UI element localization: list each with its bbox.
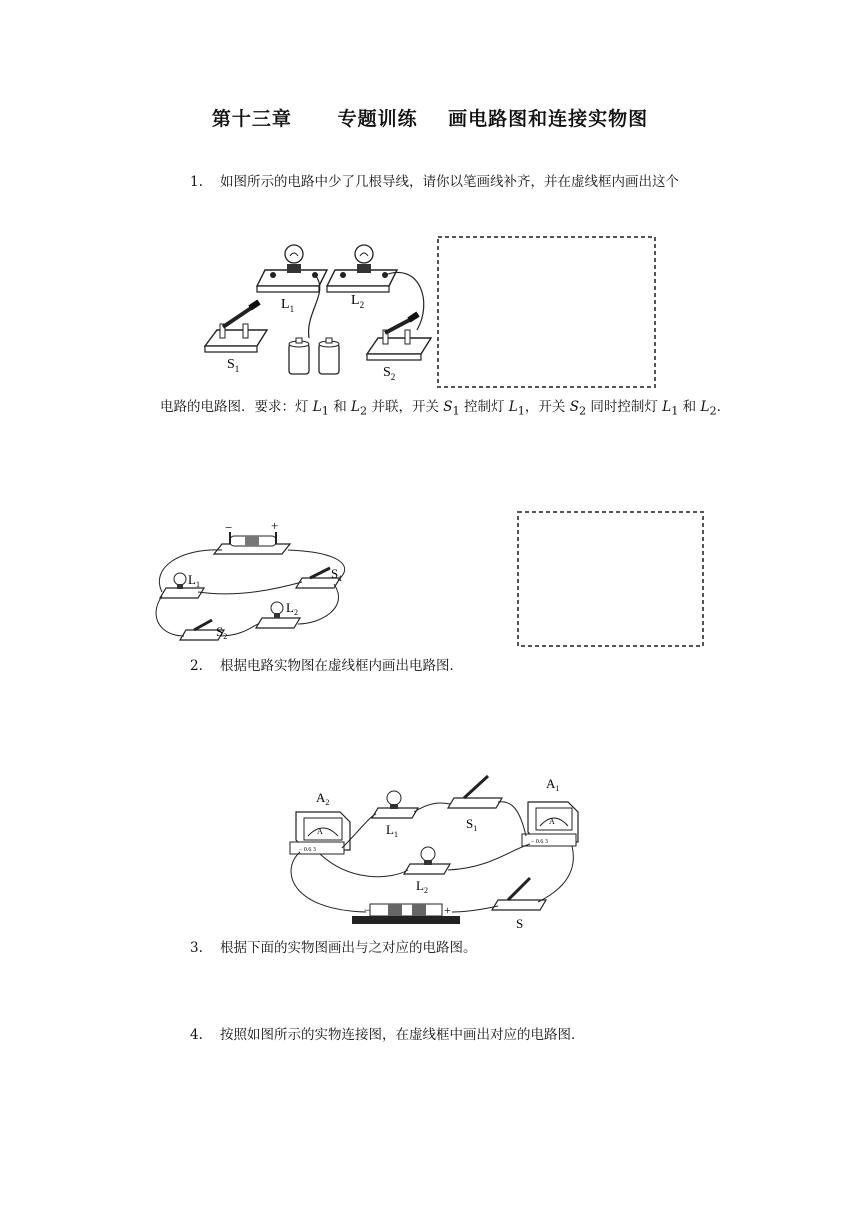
label-s2: $S_2$ bbox=[216, 624, 228, 641]
label-s: S bbox=[516, 916, 524, 931]
ammeter-a1 bbox=[522, 802, 578, 846]
battery-minus: − bbox=[225, 520, 233, 535]
question-text: 根据下面的实物图画出与之对应的电路图。 bbox=[220, 940, 477, 956]
figure-3-circuit bbox=[280, 770, 590, 932]
question-number: 2. bbox=[190, 658, 203, 674]
page-title bbox=[0, 104, 860, 131]
chapter-label: 第十三章 bbox=[211, 108, 292, 130]
topic-label: 专题训练 bbox=[337, 108, 418, 130]
switch-s bbox=[492, 878, 546, 910]
label-l1: $L_1$ bbox=[188, 572, 200, 589]
battery-plus: + bbox=[444, 903, 451, 917]
label-l2: $L_2$ bbox=[286, 600, 298, 617]
lamp-l2 bbox=[327, 245, 397, 292]
label-l1: $L_1$ bbox=[281, 297, 295, 314]
figure-1-circuit bbox=[195, 232, 665, 392]
label-s1: $S_1$ bbox=[331, 566, 343, 583]
answer-box-1 bbox=[438, 237, 655, 387]
ammeter-a2 bbox=[290, 812, 350, 854]
svg-text:− 0.6 3: − 0.6 3 bbox=[531, 839, 548, 845]
question-text: 按照如图所示的实物连接图，在虚线框中画出对应的电路图． bbox=[220, 1027, 585, 1043]
question-1 bbox=[190, 172, 679, 192]
label-l2: $L_2$ bbox=[351, 293, 365, 310]
lamp-l1 bbox=[372, 791, 418, 818]
label-a2: $A_2$ bbox=[316, 790, 330, 807]
label-a1: $A_1$ bbox=[546, 776, 560, 793]
svg-text:A: A bbox=[549, 817, 555, 826]
svg-text:A: A bbox=[317, 827, 323, 836]
subject-label: 画电路图和连接实物图 bbox=[448, 108, 649, 130]
question-4 bbox=[190, 1025, 585, 1045]
question-2 bbox=[190, 656, 463, 676]
question-text: 如图所示的电路中少了几根导线，请你以笔画线补齐，并在虚线框内画出这个 bbox=[220, 174, 679, 190]
label-l1: $L_1$ bbox=[386, 822, 398, 839]
switch-s1 bbox=[448, 776, 502, 808]
label-l2: $L_2$ bbox=[416, 878, 428, 895]
question-number: 4. bbox=[190, 1027, 203, 1043]
label-s2: $S_2$ bbox=[383, 365, 396, 382]
question-3 bbox=[190, 938, 477, 958]
question-number: 1. bbox=[190, 174, 203, 190]
lamp-l2 bbox=[404, 847, 450, 874]
question-1-requirements: 电路的电路图．要求：灯 $L_1$ 和 $L_2$ 并联，开关 $S_1$ 控制灯 $L_1$，开关 $S_2$ 同时控制灯 $L_1$ 和 $L_2$． bbox=[160, 399, 731, 418]
answer-box-2 bbox=[518, 512, 703, 646]
figure-2-circuit bbox=[150, 508, 710, 656]
label-s1: $S_1$ bbox=[466, 816, 478, 833]
wire bbox=[452, 906, 498, 912]
wire bbox=[198, 582, 302, 594]
lamp-l1 bbox=[257, 245, 327, 292]
question-number: 3. bbox=[190, 940, 203, 956]
battery-holder bbox=[214, 532, 290, 554]
wire bbox=[414, 803, 450, 812]
label-s1: $S_1$ bbox=[227, 357, 240, 374]
wire bbox=[156, 596, 184, 636]
wire bbox=[448, 844, 530, 870]
wire bbox=[298, 584, 339, 624]
svg-text:− 0.6 3: − 0.6 3 bbox=[299, 847, 316, 853]
switch-s1 bbox=[205, 302, 267, 352]
battery-minus: − bbox=[364, 903, 371, 917]
wire bbox=[498, 802, 526, 836]
battery-cells bbox=[289, 338, 339, 374]
battery-plus: + bbox=[271, 518, 279, 533]
wire bbox=[320, 854, 408, 877]
question-text: 根据电路实物图在虚线框内画出电路图． bbox=[220, 658, 463, 674]
wire bbox=[538, 846, 573, 902]
